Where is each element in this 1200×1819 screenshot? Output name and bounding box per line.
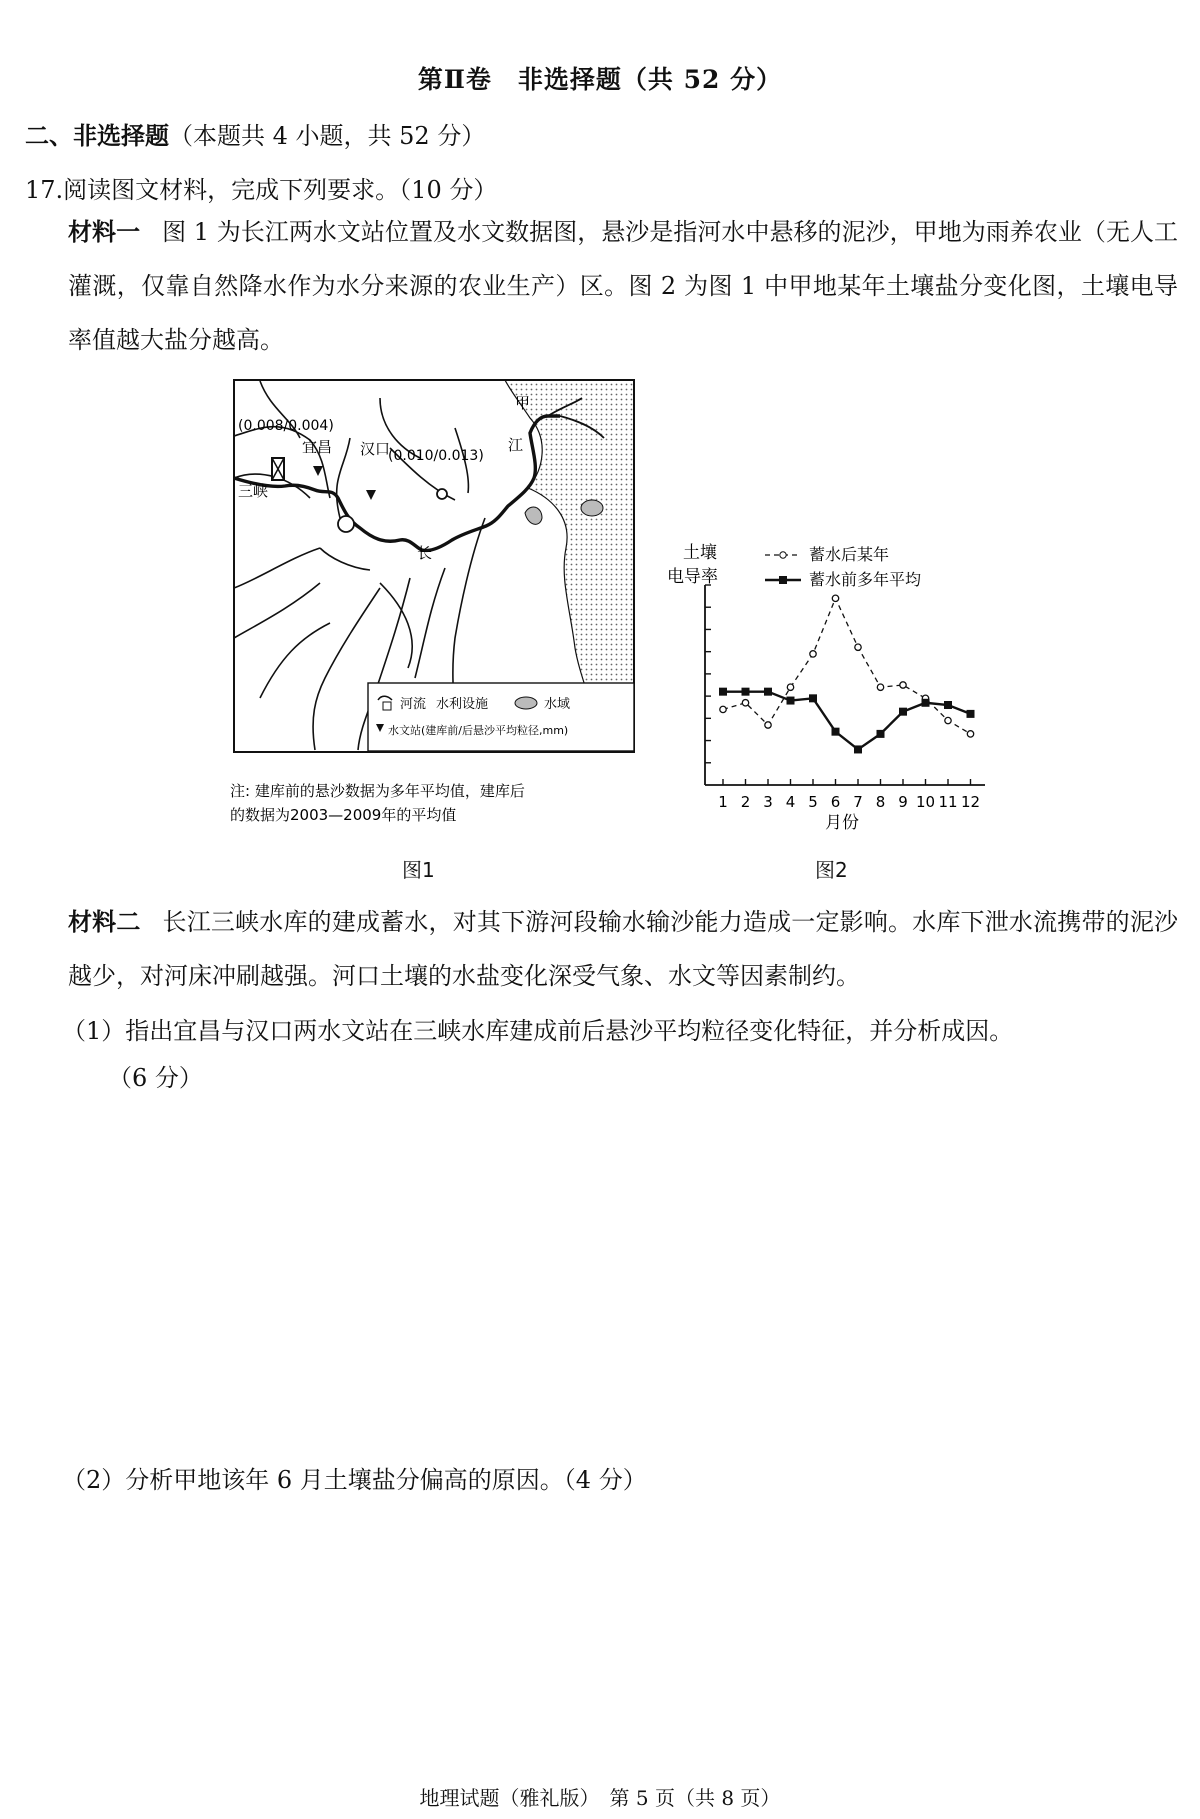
legend-label-2: 蓄水前多年平均 [809,570,922,589]
x-tick-label: 9 [898,793,908,811]
series-1-point [945,717,951,723]
x-tick-label: 7 [853,793,863,811]
legend-station: 水文站(建库前/后悬沙平均粒径,mm) [388,724,569,737]
chart-xlabel: 月份 [825,813,859,830]
series-2-point [899,708,907,716]
part-heading-label: 二、非选择题 [25,122,169,150]
series-1-point [720,706,726,712]
series-2-point [719,688,727,696]
label-chang: 长 [417,544,433,562]
series-1-point [765,722,771,728]
chart-ylabel-line1: 土壤 [683,543,717,563]
material-two-label: 材料二 [68,908,141,936]
x-tick-label: 6 [830,793,841,811]
x-tick-label: 3 [763,793,773,811]
label-jiang: 江 [508,436,524,454]
figure-1-note-line1: 注: 建库前的悬沙数据为多年平均值，建库后 [230,782,525,800]
label-yichang: 宜昌 [302,438,333,456]
x-tick-label: 2 [740,793,751,811]
series-1-point [810,651,816,657]
series-2-line [723,692,971,750]
series-2-point [877,730,885,738]
x-tick-label: 1 [718,793,728,811]
figure-2-chart [665,540,985,830]
x-tick-label: 12 [960,793,981,811]
legend-marker-1 [780,552,786,558]
series-2-point [809,694,817,702]
sub-question-1: （1）指出宜昌与汉口两水文站在三峡水库建成前后悬沙平均粒径变化特征，并分析成因。 [62,1017,1014,1045]
label-hankou: 汉口 [360,440,391,458]
facility-legend-icon [383,702,391,710]
series-1-point [742,700,748,706]
series-2-point [922,699,930,707]
x-tick-label: 11 [938,793,958,811]
page-footer: 地理试题（雅礼版） 第 5 页（共 8 页） [419,1786,781,1810]
poyang-lake-icon [437,489,447,499]
label-yichang-data: (0.008/0.004) [238,418,334,434]
x-tick-label: 8 [875,793,886,811]
series-1-point [787,684,793,690]
series-1-line [723,598,971,734]
legend-river: 河流 [400,697,427,712]
x-tick-label: 5 [808,793,818,811]
legend-label-1: 蓄水后某年 [809,545,890,564]
series-1-point [832,595,838,601]
legend-facility: 水利设施 [436,697,489,712]
label-jia: 甲 [515,394,531,412]
label-sanxia: 三峡 [238,482,269,500]
legend-marker-2 [779,576,787,584]
series-2-point [854,745,862,753]
material-one-label: 材料一 [68,218,141,246]
series-2-point [787,697,795,705]
series-2-point [742,688,750,696]
series-1-point [967,731,973,737]
part-heading [25,116,485,151]
x-tick-label: 10 [915,793,936,811]
series-2-point [967,710,975,718]
taihu-lake [581,500,603,516]
series-2-point [832,728,840,736]
figure-1-caption: 图1 [402,858,435,882]
series-2-point [944,701,952,709]
figure-2-caption: 图2 [815,858,848,882]
part-heading-detail: （本题共 4 小题，共 52 分） [169,122,486,150]
chart-ylabel-line2: 电导率 [667,567,718,587]
section-title: 第Ⅱ卷 非选择题（共 52 分） [417,65,783,94]
material-two-text: 长江三峡水库的建成蓄水，对其下游河段输水输沙能力造成一定影响。水库下泄水流携带的泥沙越少，对河床冲刷越强。河口土壤的水盐变化深受气象、水文等因素制约。 [68,908,1178,990]
question-stem: 阅读图文材料，完成下列要求。（10 分） [63,176,498,204]
figure-1-map [230,378,640,853]
series-1-point [877,684,883,690]
series-2-point [764,688,772,696]
label-hankou-data: (0.010/0.013) [388,448,484,464]
sub-question-2: （2）分析甲地该年 6 月土壤盐分偏高的原因。（4 分） [62,1466,647,1494]
material-one [68,205,1178,367]
dongting-lake-icon [338,516,354,532]
x-tick-label: 4 [785,793,796,811]
map-legend [368,683,634,751]
material-one-text: 图 1 为长江两水文站位置及水文数据图，悬沙是指河水中悬移的泥沙，甲地为雨养农业（无人工灌溉，仅靠自然降水作为水分来源的农业生产）区。图 2 为图 1 中甲地某年土壤盐分变化图，土壤电导率值越大盐分越高。 [68,218,1179,354]
sub-question-1-score: （6 分） [108,1064,203,1092]
series-1-point [900,682,906,688]
figure-1-note-line2: 的数据为2003—2009年的平均值 [230,806,457,824]
question-number: 17. [25,176,64,204]
legend-water: 水域 [544,697,571,712]
material-two [68,895,1178,1003]
water-legend-icon [515,697,537,709]
series-1-point [855,644,861,650]
question-header [25,170,497,205]
